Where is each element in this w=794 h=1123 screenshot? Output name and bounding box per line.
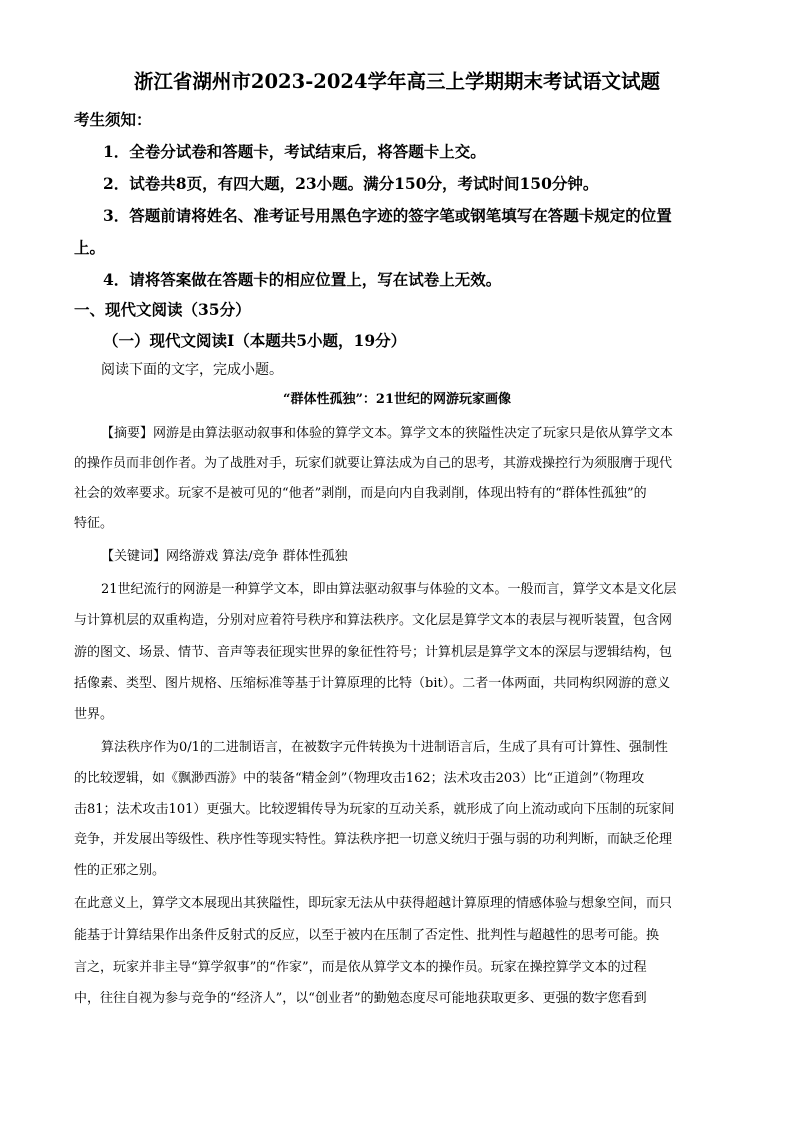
notice-item: 3．答题前请将姓名、准考证号用黑色字迹的签字笔或钢笔填写在答题卡规定的位置 — [103, 206, 672, 225]
page-title: 浙江省湖州市2023-2024学年高三上学期期末考试语文试题 — [133, 70, 661, 93]
section-heading: 一、现代文阅读（35分） — [74, 300, 251, 319]
article-line: 世界。 — [74, 707, 114, 722]
notice-item: 1．全卷分试卷和答题卡，考试结束后，将答题卡上交。 — [103, 142, 486, 161]
notice-item: 4．请将答案做在答题卡的相应位置上，写在试卷上无效。 — [103, 270, 502, 289]
article-line: 与计算机层的双重构造，分别对应着符号秩序和算法秩序。文化层是算学文本的表层与视听装置，包含网 — [74, 613, 673, 628]
article-title: “群体性孤独”：21世纪的网游玩家画像 — [282, 392, 512, 407]
section-subheading: （一）现代文阅读Ⅰ（本题共5小题，19分） — [103, 331, 407, 350]
article-line: 括像素、类型、图片规格、压缩标准等基于计算原理的比特（bit）。二者一体两面，共同构织网游的意义 — [74, 676, 671, 691]
article-line: 击81；法术攻击101）更强大。比较逻辑传导为玩家的互动关系，就形成了向上流动或向下压制的玩家间 — [74, 802, 675, 817]
article-line: 社会的效率要求。玩家不是被可见的“他者”剥削，而是向内自我剥削，体现出特有的“群体性孤独”的 — [74, 486, 647, 501]
article-line: 言之，玩家并非主导“算学叙事”的“作家”，而是依从算学文本的操作员。玩家在操控算学文本的过程 — [74, 960, 647, 975]
article-line: 的操作员而非创作者。为了战胜对手，玩家们就要让算法成为自己的思考，其游戏操控行为须服膺于现代 — [74, 456, 673, 471]
article-line: 竞争，并发展出等级性、秩序性等现实特性。算法秩序把一切意义统归于强与弱的功利判断，而缺乏伦理 — [74, 832, 673, 847]
notice-label: 考生须知： — [74, 110, 152, 129]
reading-instruction: 阅读下面的文字，完成小题。 — [101, 362, 283, 378]
article-line: 21世纪流行的网游是一种算学文本，即由算法驱动叙事与体验的文本。一般而言，算学文本是文化层 — [101, 582, 677, 597]
article-line: 算法秩序作为0/1的二进制语言，在被数字元件转换为十进制语言后，生成了具有可计算性、强制性 — [101, 740, 668, 755]
article-line: 的比较逻辑，如《飘渺西游》中的装备“精金剑”（物理攻击162；法术攻击203）比“正道剑”（物理攻 — [74, 771, 645, 786]
article-line: 【摘要】网游是由算法驱动叙事和体验的算学文本。算学文本的狭隘性决定了玩家只是依从算学文本 — [101, 426, 674, 441]
notice-item: 2．试卷共8页，有四大题，23小题。满分150分，考试时间150分钟。 — [103, 174, 599, 193]
article-line: 性的正邪之别。 — [74, 863, 166, 878]
article-line: 在此意义上，算学文本展现出其狭隘性，即玩家无法从中获得超越计算原理的情感体验与想象空间，而只 — [74, 896, 673, 911]
article-line: 中，往往自视为参与竞争的“经济人”，以“创业者”的勤勉态度尽可能地获取更多、更强的数字您看到 — [74, 991, 647, 1006]
article-line: 游的图文、场景、情节、音声等表征现实世界的象征性符号；计算机层是算学文本的深层与逻辑结构，包 — [74, 645, 673, 660]
article-line: 能基于计算结果作出条件反射式的反应，以至于被内在压制了否定性、批判性与超越性的思考可能。换 — [74, 928, 660, 943]
notice-item-continued: 上。 — [74, 238, 106, 257]
article-line: 特征。 — [74, 516, 114, 531]
keywords-line: 【关键词】网络游戏 算法/竞争 群体性孤独 — [101, 549, 348, 564]
